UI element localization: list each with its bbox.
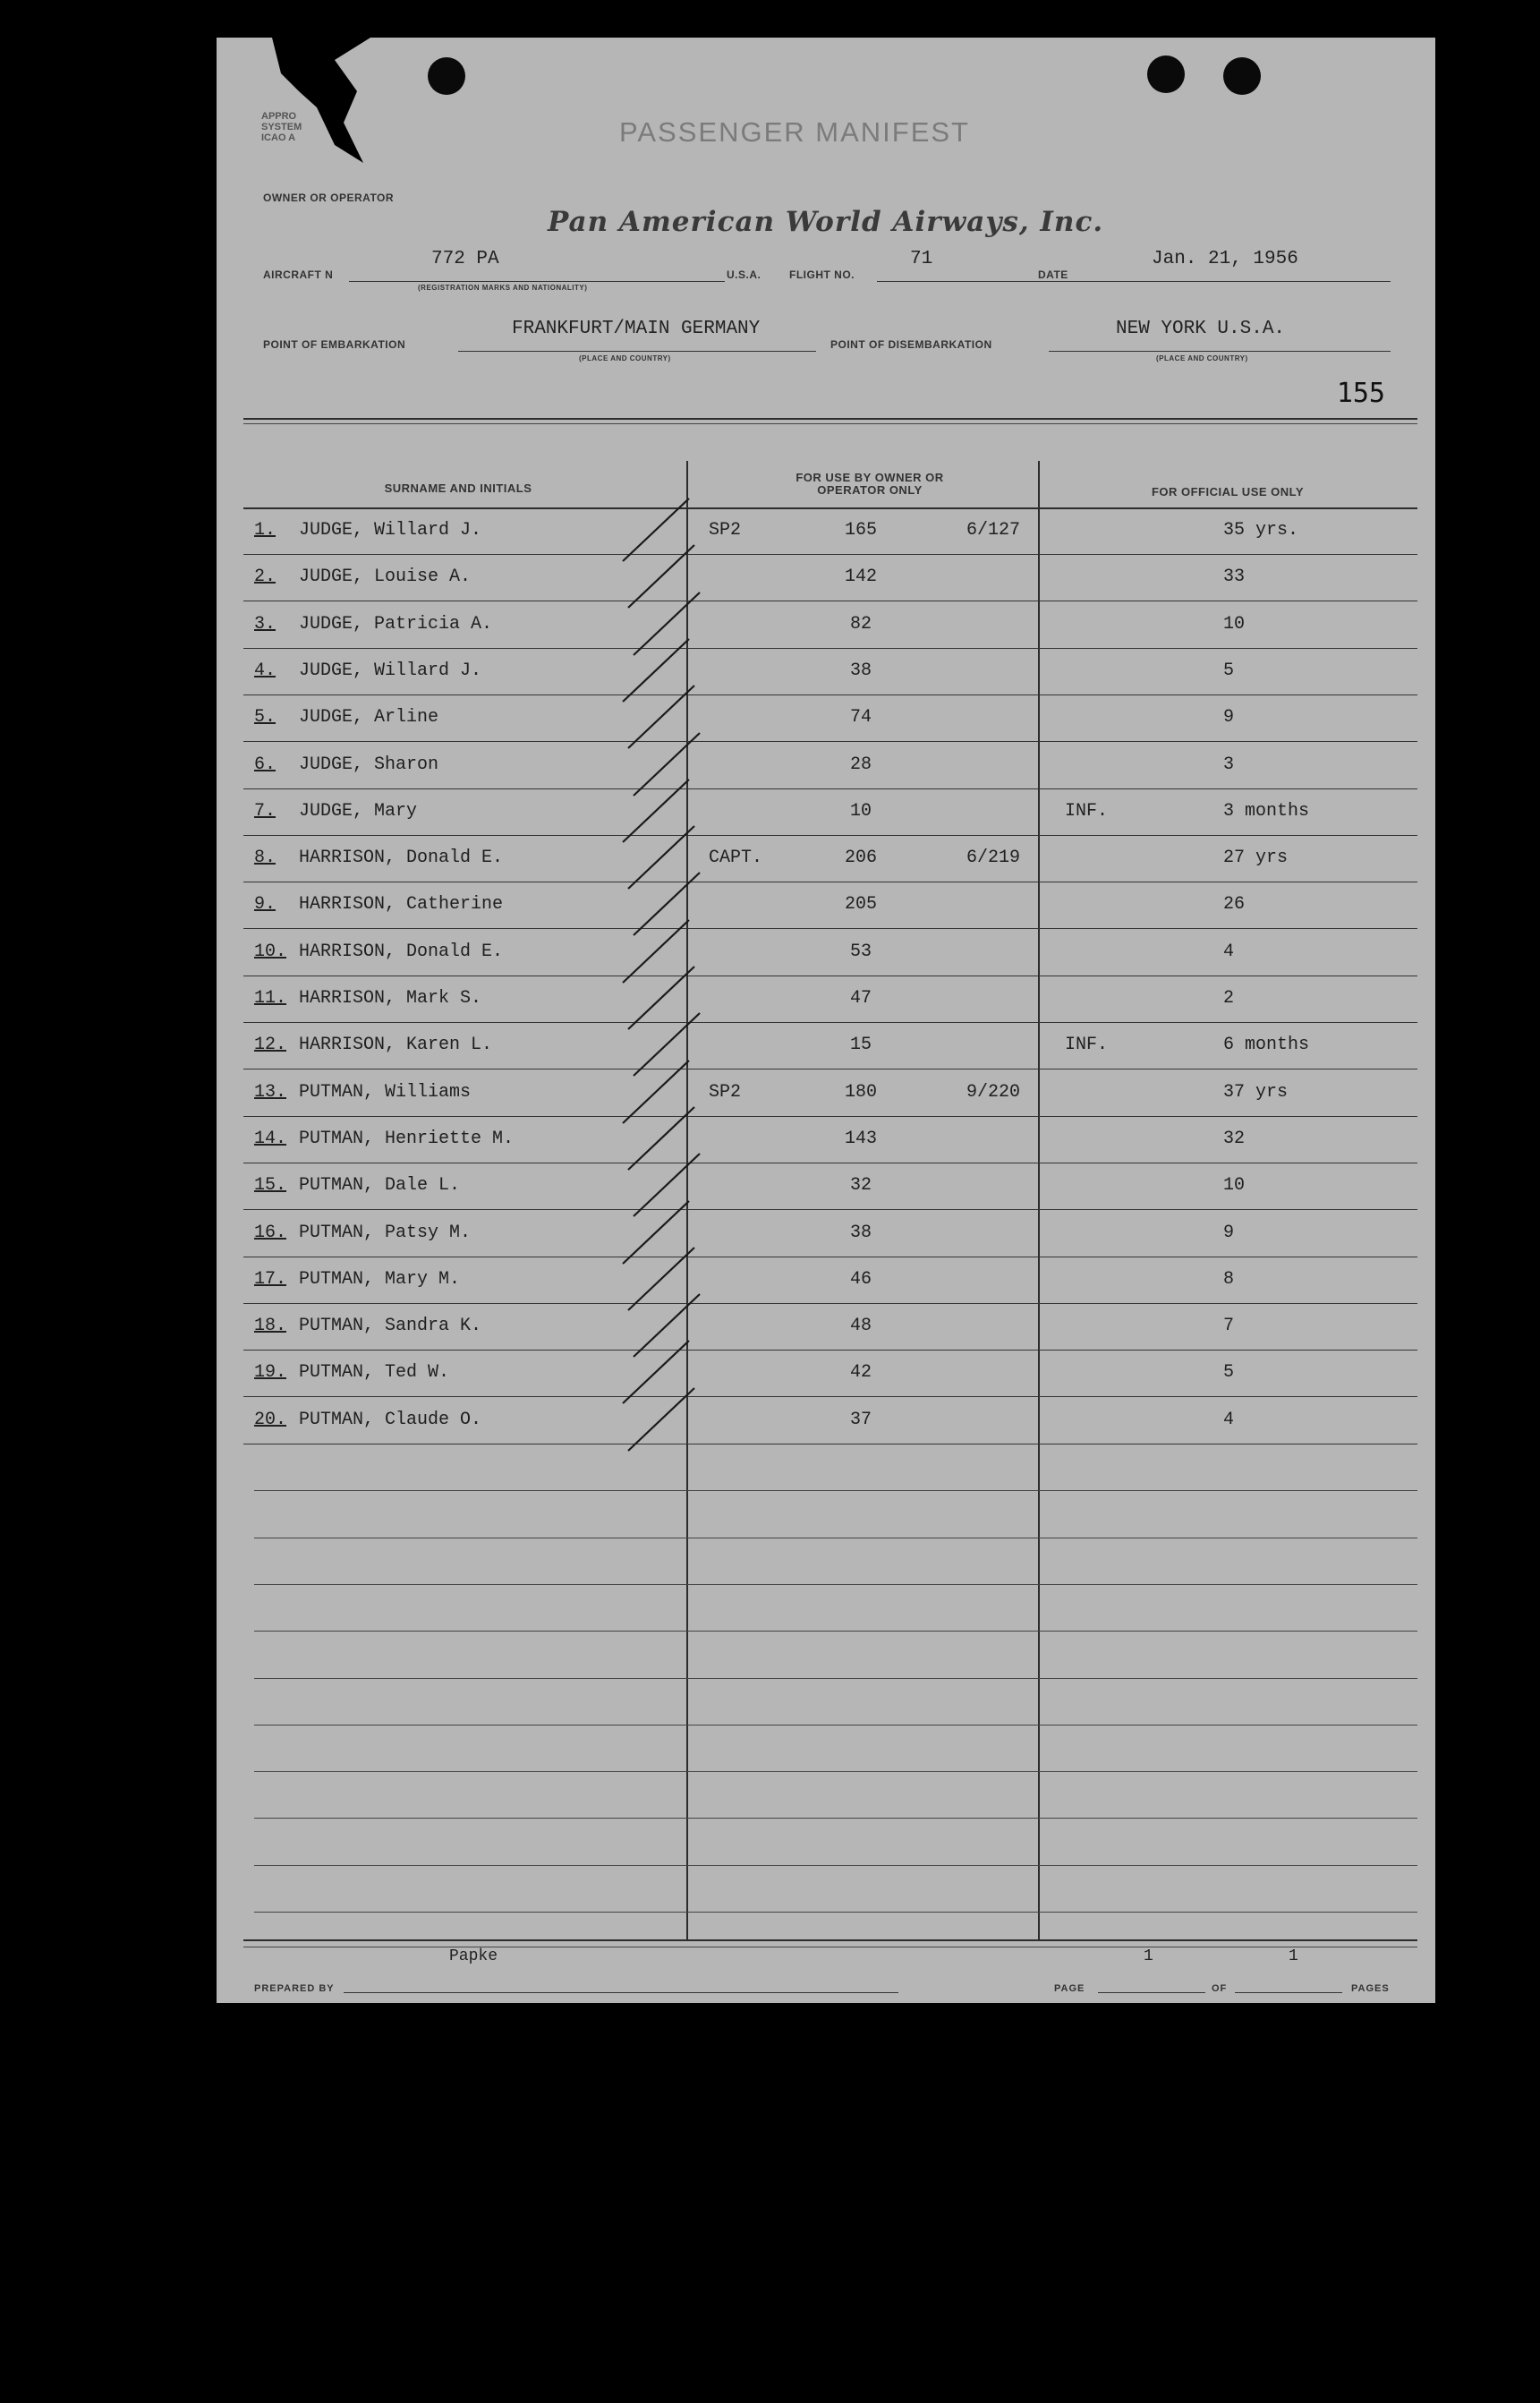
date-label: DATE (1038, 268, 1068, 281)
punch-hole-right (1223, 57, 1261, 95)
passenger-name: PUTMAN, Williams (299, 1081, 472, 1103)
passenger-weight: 180 (844, 1081, 877, 1103)
passenger-age: 3 (1223, 754, 1235, 775)
row-number: 9. (254, 894, 277, 916)
table-row (243, 1069, 1417, 1117)
passenger-name: PUTMAN, Dale L. (299, 1175, 461, 1197)
passenger-name: JUDGE, Willard J. (299, 520, 482, 541)
passenger-name: HARRISON, Donald E. (299, 941, 504, 962)
table-row (243, 601, 1417, 649)
table-row (243, 882, 1417, 929)
blank-row-rule (254, 1818, 1417, 1819)
passenger-age: 9 (1223, 707, 1235, 729)
embark-label: POINT OF EMBARKATION (263, 338, 406, 351)
passenger-age: 9 (1223, 1222, 1235, 1243)
table-row (243, 1257, 1417, 1304)
blank-row-rule (254, 1865, 1417, 1866)
prepared-line (344, 1992, 898, 1993)
flight-line (877, 281, 1083, 282)
embark-value: FRANKFURT/MAIN GERMANY (512, 319, 761, 339)
row-number: 3. (254, 613, 277, 635)
passenger-age: 7 (1223, 1316, 1235, 1337)
row-number: 13. (254, 1081, 287, 1103)
flight-label: FLIGHT NO. (789, 268, 855, 281)
passenger-name: JUDGE, Patricia A. (299, 613, 493, 635)
passenger-name: HARRISON, Karen L. (299, 1035, 493, 1056)
passenger-age: 5 (1223, 660, 1235, 681)
table-row (243, 835, 1417, 882)
row-number: 6. (254, 754, 277, 775)
date-value: Jan. 21, 1956 (1152, 249, 1298, 269)
passenger-name: JUDGE, Willard J. (299, 660, 482, 681)
table-row (243, 976, 1417, 1023)
table-row (243, 1210, 1417, 1257)
passenger-weight: 10 (849, 800, 872, 822)
passenger-weight: 205 (844, 894, 877, 916)
row-number: 12. (254, 1035, 287, 1056)
row-number: 10. (254, 941, 287, 962)
passenger-age: 27 yrs (1223, 848, 1289, 869)
service-code: SP2 (709, 1081, 742, 1103)
place-caption-1: (PLACE AND COUNTRY) (579, 354, 671, 362)
manifest-sheet (217, 38, 1435, 2003)
passenger-weight: 53 (849, 941, 872, 962)
prepared-value: Papke (449, 1947, 498, 1965)
table-row (243, 1350, 1417, 1397)
table-top-rule-2 (243, 423, 1417, 424)
date-line (1077, 281, 1391, 282)
passenger-weight: 15 (849, 1035, 872, 1056)
passenger-weight: 206 (844, 848, 877, 869)
page-value: 1 (1144, 1947, 1153, 1965)
passenger-name: JUDGE, Mary (299, 800, 418, 822)
table-row (243, 1116, 1417, 1163)
table-row (243, 742, 1417, 789)
row-number: 5. (254, 707, 277, 729)
passenger-weight: 37 (849, 1409, 872, 1430)
passenger-age: 6 months (1223, 1035, 1310, 1056)
registration-caption: (REGISTRATION MARKS AND NATIONALITY) (418, 284, 588, 292)
passenger-age: 32 (1223, 1128, 1246, 1149)
passenger-name: HARRISON, Donald E. (299, 848, 504, 869)
blank-row-rule (254, 1771, 1417, 1772)
row-number: 4. (254, 660, 277, 681)
table-row (243, 1163, 1417, 1210)
table-bottom-rule (243, 1939, 1417, 1941)
blank-row-rule (254, 1490, 1417, 1491)
passenger-name: PUTMAN, Sandra K. (299, 1316, 482, 1337)
col-owner: FOR USE BY OWNER OR OPERATOR ONLY (796, 471, 944, 497)
seat-ref: 9/220 (966, 1081, 1021, 1103)
embark-line (458, 351, 816, 352)
row-number: 8. (254, 848, 277, 869)
passenger-weight: 38 (849, 1222, 872, 1243)
passenger-name: JUDGE, Louise A. (299, 567, 472, 588)
passenger-age: 10 (1223, 613, 1246, 635)
row-number: 16. (254, 1222, 287, 1243)
service-code: CAPT. (709, 848, 763, 869)
torn-corner (272, 38, 370, 163)
passenger-name: HARRISON, Mark S. (299, 988, 482, 1009)
row-number: 14. (254, 1128, 287, 1149)
passenger-age: 10 (1223, 1175, 1246, 1197)
approval-stamp: APPRO SYSTEM ICAO A (261, 111, 302, 143)
passenger-weight: 46 (849, 1268, 872, 1290)
official-note: INF. (1065, 800, 1109, 822)
check-mark-icon (616, 1381, 705, 1461)
passenger-name: PUTMAN, Henriette M. (299, 1128, 515, 1149)
passenger-weight: 165 (844, 520, 877, 541)
table-row (243, 1397, 1417, 1444)
blank-row-rule (254, 1725, 1417, 1726)
row-number: 20. (254, 1409, 287, 1430)
official-note: INF. (1065, 1035, 1109, 1056)
row-number: 19. (254, 1362, 287, 1384)
disembark-label: POINT OF DISEMBARKATION (830, 338, 992, 351)
passenger-name: PUTMAN, Claude O. (299, 1409, 482, 1430)
passenger-age: 4 (1223, 941, 1235, 962)
passenger-age: 5 (1223, 1362, 1235, 1384)
passenger-age: 4 (1223, 1409, 1235, 1430)
passenger-name: PUTMAN, Ted W. (299, 1362, 450, 1384)
passenger-weight: 47 (849, 988, 872, 1009)
seat-ref: 6/127 (966, 520, 1021, 541)
owner-label: OWNER OR OPERATOR (263, 192, 395, 204)
table-row (243, 788, 1417, 836)
table-row (243, 554, 1417, 601)
pages-line (1235, 1992, 1342, 1993)
table-row (243, 1022, 1417, 1069)
row-number: 17. (254, 1268, 287, 1290)
passenger-age: 8 (1223, 1268, 1235, 1290)
table-top-rule (243, 418, 1417, 420)
row-number: 15. (254, 1175, 287, 1197)
passenger-age: 35 yrs. (1223, 520, 1299, 541)
passenger-weight: 143 (844, 1128, 877, 1149)
passenger-age: 26 (1223, 894, 1246, 916)
row-number: 2. (254, 567, 277, 588)
disembark-value: NEW YORK U.S.A. (1116, 319, 1286, 339)
flight-value: 71 (910, 249, 933, 269)
table-row (243, 648, 1417, 695)
table-row (243, 929, 1417, 976)
place-caption-2: (PLACE AND COUNTRY) (1156, 354, 1248, 362)
col-official: FOR OFFICIAL USE ONLY (1151, 485, 1305, 498)
owner-name: Pan American World Airways, Inc. (548, 206, 1104, 238)
row-number: 7. (254, 800, 277, 822)
row-number: 1. (254, 520, 277, 541)
table-row (243, 1303, 1417, 1351)
passenger-weight: 28 (849, 754, 872, 775)
passenger-weight: 142 (844, 567, 877, 588)
service-code: SP2 (709, 520, 742, 541)
pages-value: 1 (1289, 1947, 1298, 1965)
passenger-age: 3 months (1223, 800, 1310, 822)
prepared-label: PREPARED BY (254, 1983, 335, 1994)
blank-row-rule (254, 1678, 1417, 1679)
col-surname: SURNAME AND INITIALS (384, 481, 532, 495)
usa-label: U.S.A. (727, 268, 761, 281)
passenger-weight: 48 (849, 1316, 872, 1337)
passenger-name: HARRISON, Catherine (299, 894, 504, 916)
punch-hole-left (428, 57, 465, 95)
table-row (243, 507, 1417, 555)
page-label: PAGE (1054, 1983, 1085, 1994)
blank-row-rule (254, 1584, 1417, 1585)
table-row (243, 694, 1417, 742)
passenger-age: 37 yrs (1223, 1081, 1289, 1103)
form-title: PASSENGER MANIFEST (619, 116, 970, 148)
pages-label: PAGES (1351, 1983, 1390, 1994)
punch-hole-mid (1147, 55, 1185, 93)
passenger-name: JUDGE, Sharon (299, 754, 439, 775)
passenger-table (243, 418, 1417, 1957)
passenger-age: 33 (1223, 567, 1246, 588)
row-number: 18. (254, 1316, 287, 1337)
seat-ref: 6/219 (966, 848, 1021, 869)
passenger-name: PUTMAN, Patsy M. (299, 1222, 472, 1243)
passenger-name: PUTMAN, Mary M. (299, 1268, 461, 1290)
passenger-weight: 32 (849, 1175, 872, 1197)
blank-row-rule (254, 1631, 1417, 1632)
serial-number: 155 (1336, 378, 1385, 409)
disembark-line (1049, 351, 1391, 352)
aircraft-label: AIRCRAFT N (263, 268, 334, 281)
page-line (1098, 1992, 1205, 1993)
passenger-weight: 42 (849, 1362, 872, 1384)
blank-row-rule (254, 1912, 1417, 1913)
row-number: 11. (254, 988, 287, 1009)
of-label: OF (1212, 1983, 1228, 1994)
passenger-weight: 74 (849, 707, 872, 729)
passenger-weight: 38 (849, 660, 872, 681)
passenger-age: 2 (1223, 988, 1235, 1009)
aircraft-value: 772 PA (431, 249, 499, 269)
passenger-name: JUDGE, Arline (299, 707, 439, 729)
passenger-weight: 82 (849, 613, 872, 635)
aircraft-line (349, 281, 725, 282)
